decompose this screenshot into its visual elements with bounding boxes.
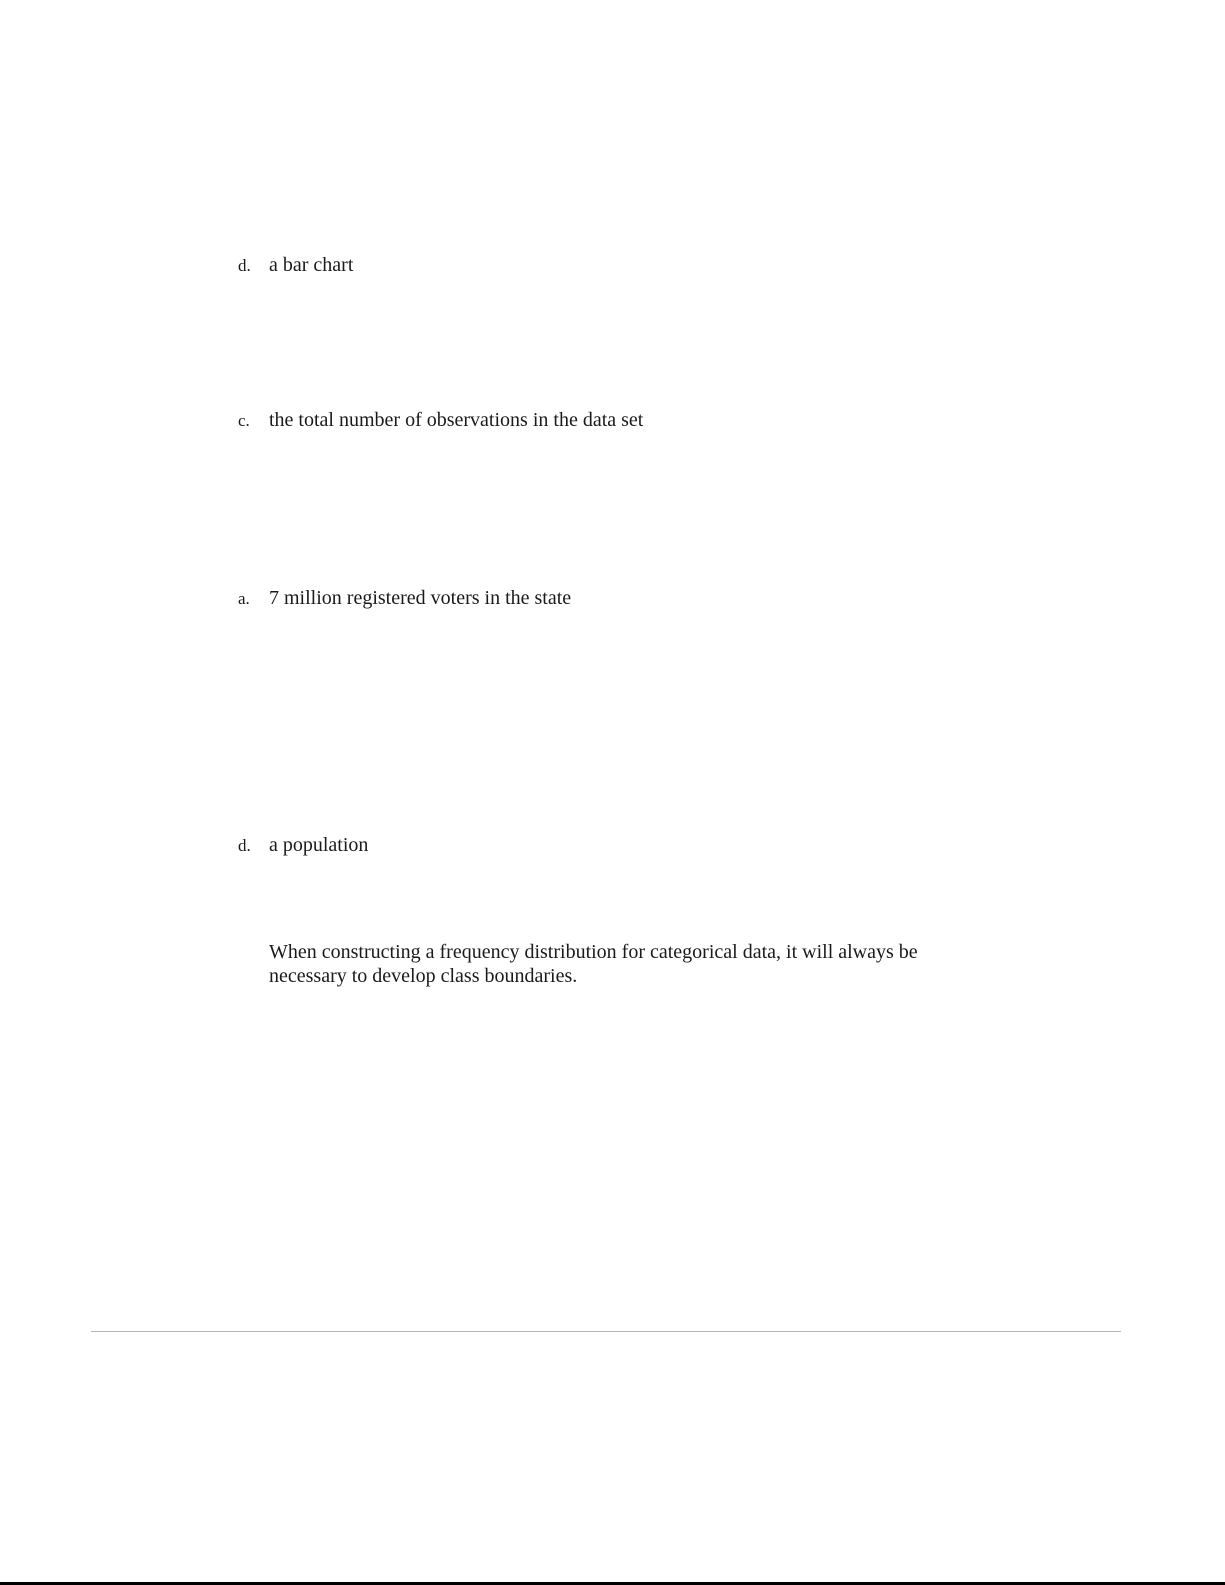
answer-1 xyxy=(238,254,353,277)
answer-3 xyxy=(238,587,571,610)
answer-2 xyxy=(238,409,643,432)
answer-letter: d. xyxy=(238,256,251,275)
page-divider xyxy=(91,1331,1121,1332)
true-false-statement xyxy=(269,940,969,988)
answer-text: 7 million registered voters in the state xyxy=(269,587,572,609)
answer-text: a bar chart xyxy=(269,254,354,276)
answer-letter: d. xyxy=(238,836,251,855)
answer-letter: c. xyxy=(238,411,250,430)
answer-letter: a. xyxy=(238,589,250,608)
answer-text: the total number of observations in the data set xyxy=(269,409,644,431)
answer-4 xyxy=(238,834,368,857)
statement-line-1: When constructing a frequency distribution for categorical data, it will always be xyxy=(269,941,918,963)
answer-text: a population xyxy=(269,834,369,856)
statement-line-2: necessary to develop class boundaries. xyxy=(269,965,578,987)
